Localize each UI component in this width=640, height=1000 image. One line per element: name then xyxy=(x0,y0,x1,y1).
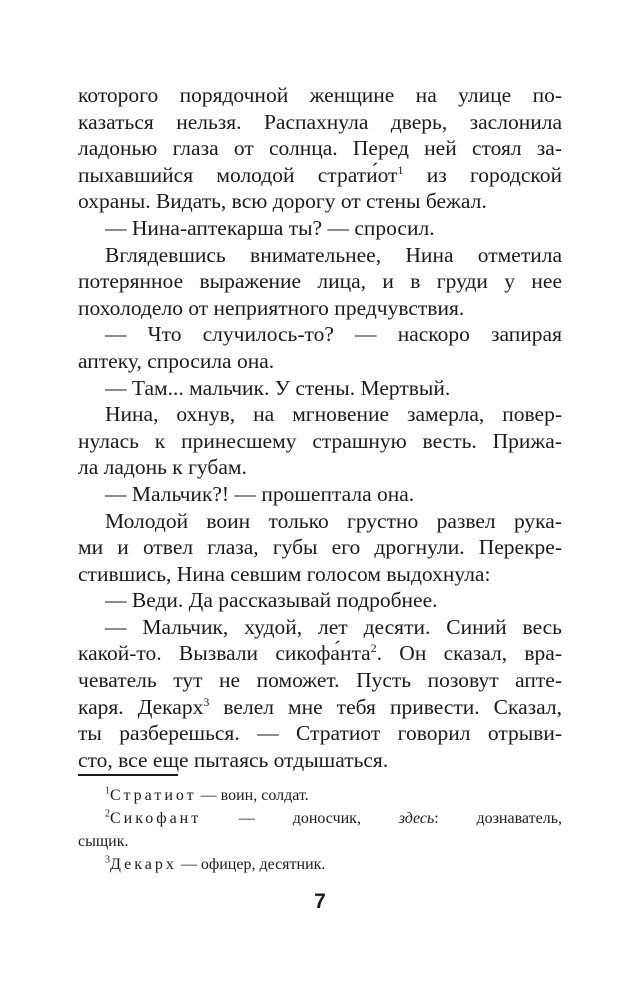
text-line: сто, все еще пытаясь отдышаться. xyxy=(78,747,389,772)
footnote-1 xyxy=(78,784,562,807)
footnote-term: Декарх xyxy=(110,856,177,873)
text-line: ты разберешься. — Стратиот говорил отрыви- xyxy=(78,721,562,746)
text-line: казаться нельзя. Распахнула дверь, заслонила xyxy=(78,109,562,134)
footnotes xyxy=(78,784,562,876)
text-fragment: какой-то. Вызвали сикофа́нта xyxy=(78,641,371,666)
text-line: — Что случилось-то? — наскоро запирая xyxy=(105,322,562,347)
footnote-text: — воин, солдат. xyxy=(196,787,309,804)
text-line: Вглядевшись внимательнее, Нина отметила xyxy=(105,242,562,267)
footnote-text: — офицер, десятник. xyxy=(176,856,326,873)
text-line: — Нина-аптекарша ты? — спросил. xyxy=(105,215,435,240)
text-line: ми и отвел глаза, губы его дрогнули. Перекре- xyxy=(78,535,562,560)
text-line: — Мальчик?! — прошептала она. xyxy=(105,481,415,506)
footnote-number: 1 xyxy=(105,785,110,797)
text-line: чеватель тут не поможет. Пусть позовут апте- xyxy=(78,668,562,693)
text-line: — Мальчик, худой, лет десяти. Синий весь xyxy=(105,614,562,639)
footnote-term: Стратиот xyxy=(110,787,197,804)
text-fragment: пыхавшийся молодой страти́от xyxy=(78,162,398,187)
body-text xyxy=(78,82,562,773)
footnote-emphasis: здесь xyxy=(398,810,435,827)
text-line: Нина, охнув, на мгновение замерла, повер- xyxy=(105,402,562,427)
footnote-number: 3 xyxy=(105,854,110,866)
text-line: которого порядочной женщине на улице по- xyxy=(78,83,562,107)
footnote-text: : дознаватель, xyxy=(434,810,562,827)
text-line: аптеку, спросила она. xyxy=(78,348,275,373)
text-line xyxy=(78,162,562,189)
text-line: ладонью глаза от солнца. Перед ней стоял за- xyxy=(78,136,562,161)
footnote-ref-1: 1 xyxy=(397,162,404,177)
text-fragment: . Он сказал, вра- xyxy=(376,641,562,666)
text-line: ла ладонь к губам. xyxy=(78,455,247,480)
text-fragment: каря. Декарх xyxy=(78,694,204,719)
text-line: Молодой воин только грустно развел рука- xyxy=(105,508,562,533)
text-line: потерянное выражение лица, и в груди у нее xyxy=(78,269,562,294)
text-line xyxy=(78,694,562,721)
text-line xyxy=(78,640,562,667)
footnote-3 xyxy=(78,853,562,876)
text-line: нулась к принесшему страшную весть. Прижа- xyxy=(78,428,562,453)
text-line: — Там... мальчик. У стены. Мертвый. xyxy=(105,375,451,400)
text-line: охраны. Видать, всю дорогу от стены бежал. xyxy=(78,189,487,214)
footnote-separator xyxy=(78,774,178,776)
page-number: 7 xyxy=(314,890,326,913)
text-line: похолодело от неприятного предчувствия. xyxy=(78,295,465,320)
footnote-number: 2 xyxy=(105,808,110,820)
footnote-text: — доносчик, xyxy=(201,810,399,827)
footnote-term: Сикофант xyxy=(110,810,202,827)
footnote-ref-2: 2 xyxy=(370,641,377,656)
footnote-ref-3: 3 xyxy=(203,694,210,709)
text-fragment: из городской xyxy=(403,162,562,187)
footnote-2-continued: сыщик. xyxy=(78,833,129,850)
text-fragment: велел мне тебя привести. Сказал, xyxy=(209,694,562,719)
text-line: — Веди. Да рассказывай подробнее. xyxy=(105,588,438,613)
footnote-2 xyxy=(78,807,562,830)
text-line: стившись, Нина севшим голосом выдохнула: xyxy=(78,561,491,586)
